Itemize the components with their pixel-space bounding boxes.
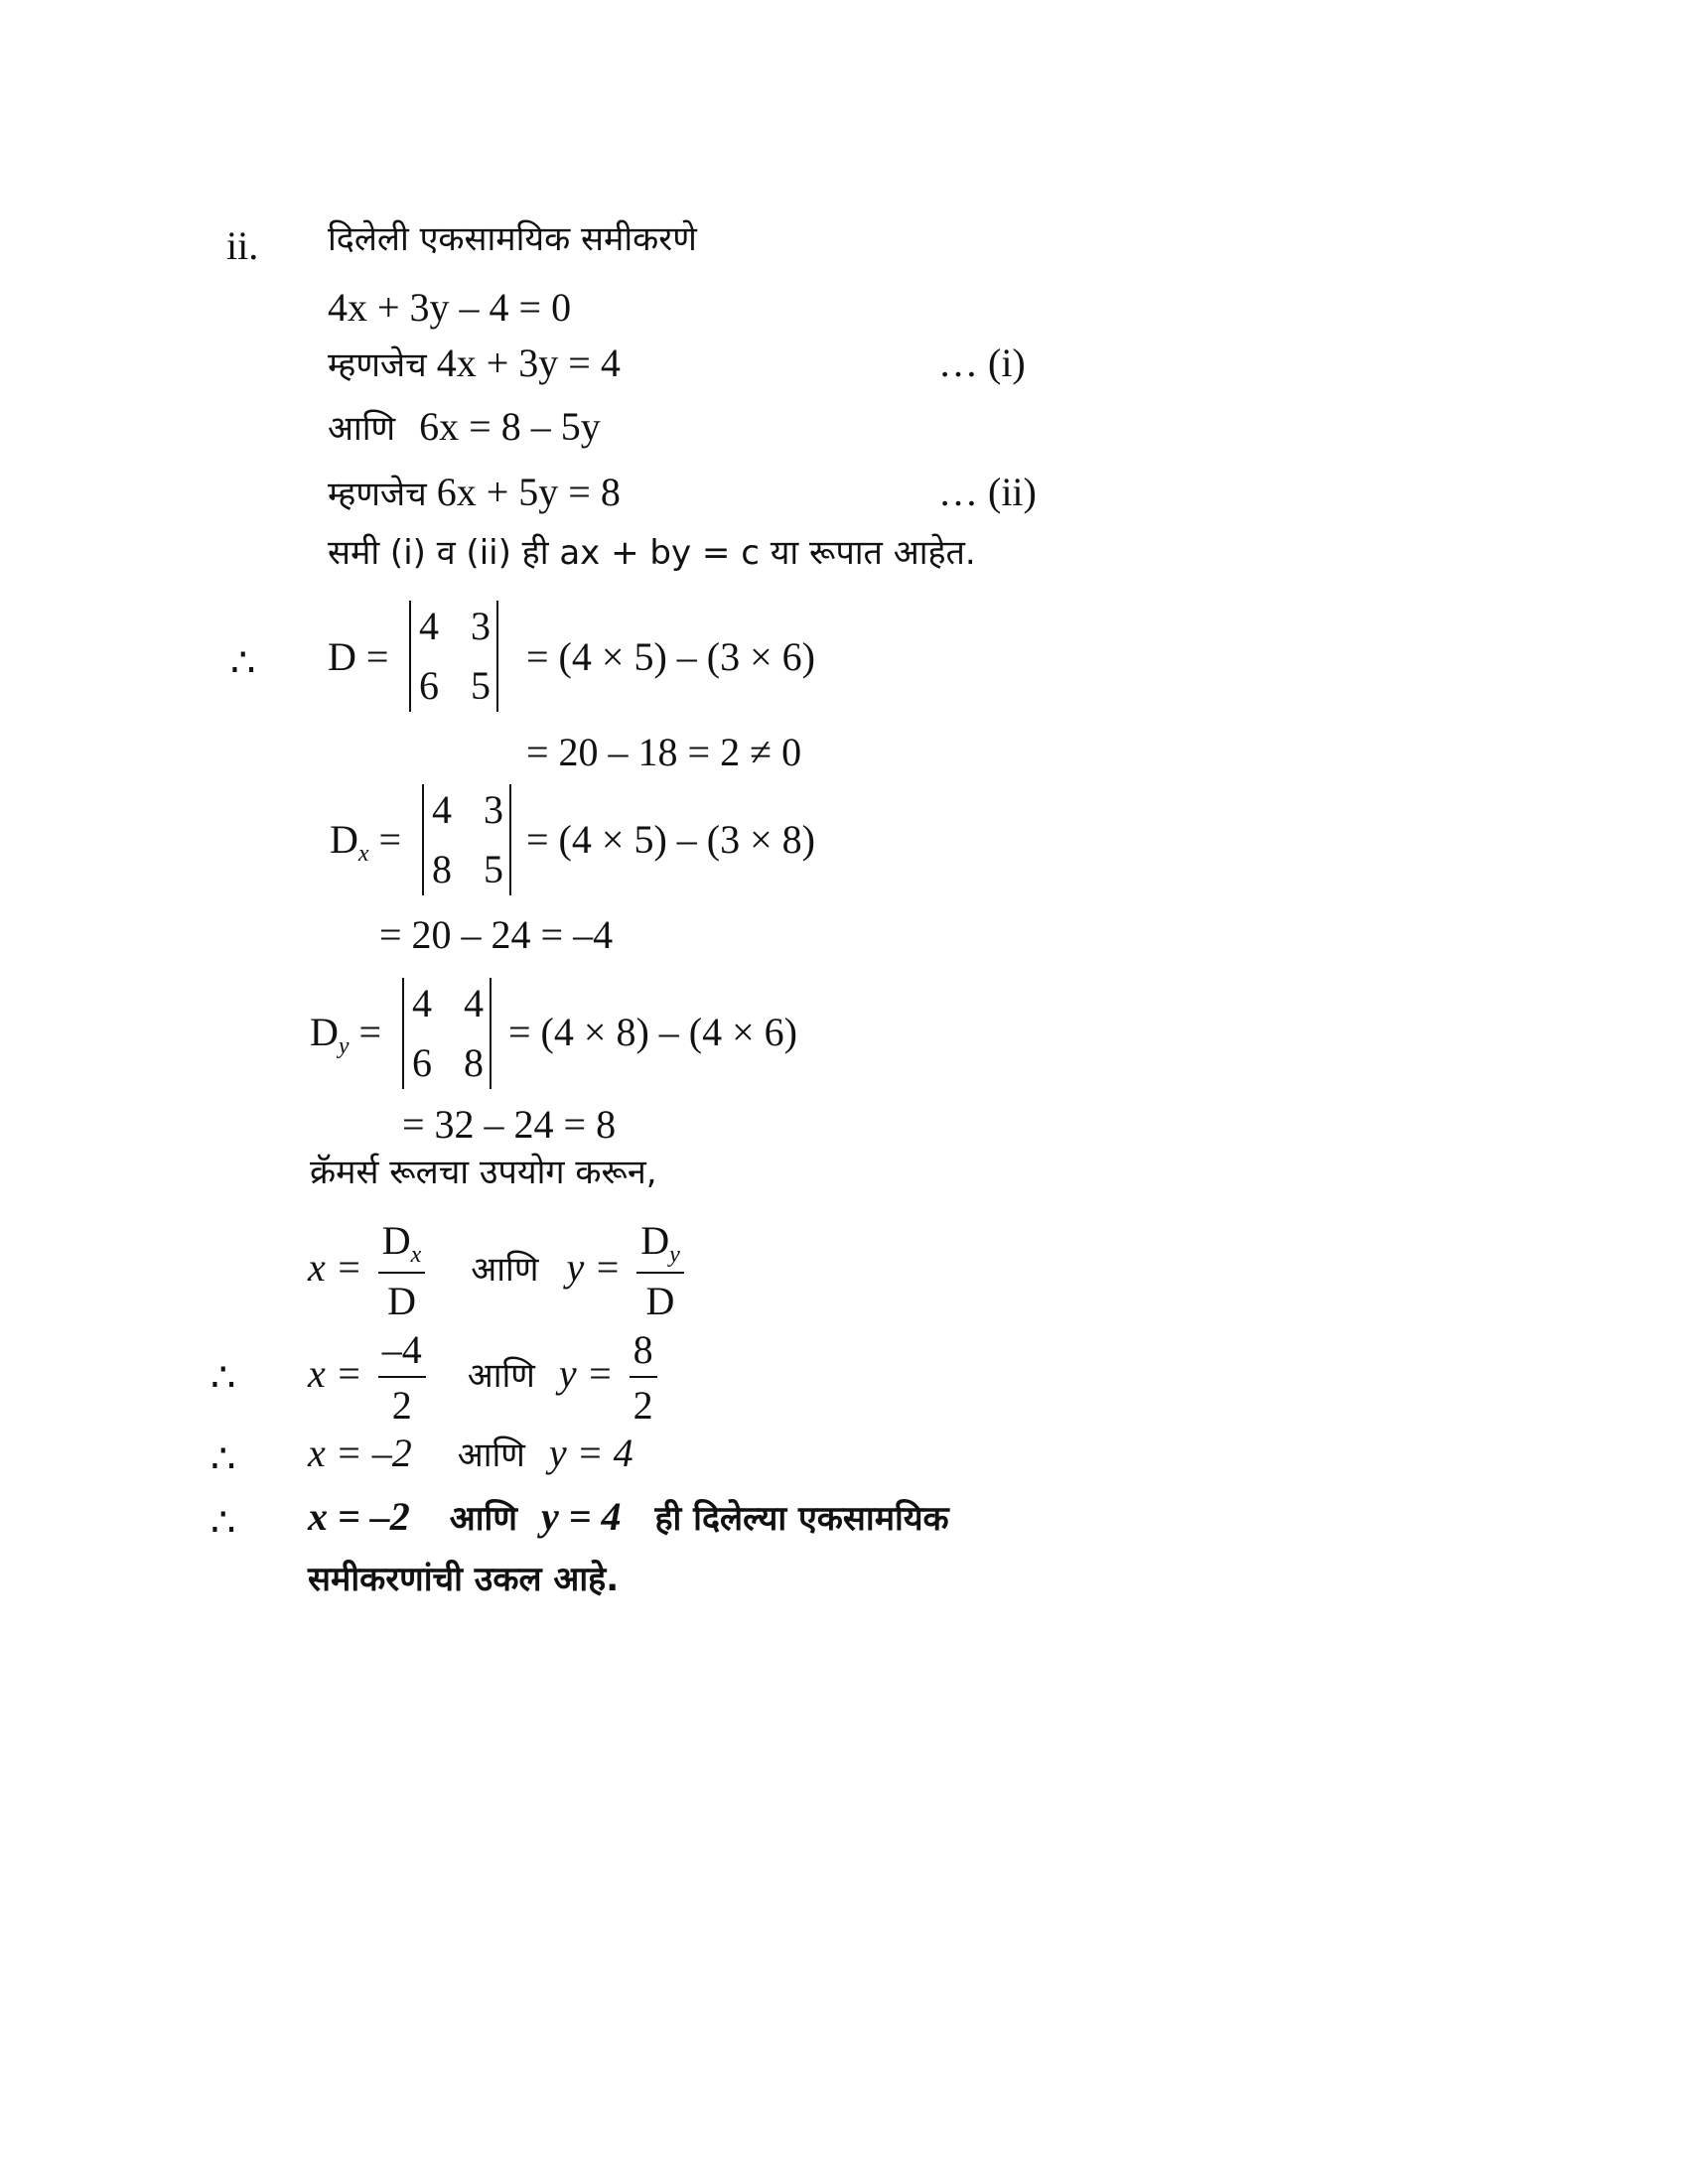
equation-2 bbox=[328, 470, 621, 514]
y-lhs: y = bbox=[566, 1244, 622, 1290]
cramer-formula bbox=[308, 1219, 690, 1323]
fraction-numerator: $D_x$ bbox=[378, 1219, 426, 1274]
x-lhs: x = bbox=[308, 1351, 362, 1397]
conclusion-text: ही दिलेल्या एकसामयिक bbox=[654, 1499, 949, 1539]
mhanjech-label: म्हणजेच bbox=[328, 475, 427, 514]
det-dx-result: = 20 – 24 = –4 bbox=[379, 912, 614, 957]
x-value: x = –2 bbox=[308, 1431, 412, 1475]
equation-original bbox=[328, 285, 572, 330]
matrix-cell: 4 bbox=[412, 981, 432, 1025]
matrix-cell: 6 bbox=[419, 663, 439, 708]
equation-1-tag: … (i) bbox=[938, 341, 1026, 385]
fraction-denominator: D bbox=[645, 1279, 675, 1324]
fraction-numerator: $D_y$ bbox=[636, 1219, 684, 1274]
mhanjech-label: म्हणजेच bbox=[328, 345, 427, 385]
conclusion-line-1 bbox=[308, 1494, 949, 1539]
equation-2-raw bbox=[328, 404, 601, 449]
ani-label: आणि bbox=[457, 1435, 525, 1475]
equation-text: 6x + 5y = 8 bbox=[436, 470, 621, 514]
fraction-numerator: 8 bbox=[630, 1328, 657, 1378]
x-value: x = –2 bbox=[308, 1494, 410, 1539]
equals-sign: = bbox=[358, 1010, 382, 1054]
equation-1 bbox=[328, 343, 621, 383]
conclusion-line-2: समीकरणांची उकल आहे. bbox=[308, 1560, 620, 1599]
equation-2-tag: … (ii) bbox=[938, 470, 1037, 514]
matrix-cell: 4 bbox=[432, 787, 452, 832]
det-dy-matrix bbox=[402, 978, 492, 1089]
x-lhs: x = bbox=[308, 1244, 362, 1290]
det-d-matrix bbox=[409, 601, 498, 712]
matrix-cell: 5 bbox=[484, 847, 503, 891]
x-fraction bbox=[378, 1219, 426, 1323]
det-dx-label bbox=[330, 817, 402, 867]
solution-line bbox=[308, 1433, 633, 1473]
y-fraction bbox=[636, 1219, 684, 1323]
det-dx-matrix bbox=[422, 784, 511, 895]
x-fraction bbox=[378, 1328, 426, 1428]
det-dy-result: = 32 – 24 = 8 bbox=[402, 1102, 617, 1147]
matrix-cell: 5 bbox=[471, 663, 491, 708]
matrix-cell: 4 bbox=[419, 604, 439, 648]
ani-label: आणि bbox=[471, 1249, 539, 1290]
substitution-line bbox=[308, 1328, 663, 1428]
fraction-denominator: D bbox=[387, 1279, 416, 1324]
matrix-cell: 8 bbox=[464, 1040, 484, 1085]
therefore-symbol: ∴ bbox=[211, 1500, 236, 1545]
det-d-expansion: = (4 × 5) – (3 × 6) bbox=[526, 634, 815, 679]
equals-sign: = bbox=[378, 817, 402, 862]
det-d-result: = 20 – 18 = 2 ≠ 0 bbox=[526, 730, 802, 774]
det-d-label: D = bbox=[328, 634, 389, 679]
form-note: समी (i) व (ii) ही ax + by = c या रूपात आहेत. bbox=[328, 533, 976, 573]
matrix-cell: 8 bbox=[432, 847, 452, 891]
y-fraction bbox=[630, 1328, 657, 1428]
fraction-denominator: 2 bbox=[633, 1383, 653, 1428]
y-value: y = 4 bbox=[548, 1431, 633, 1475]
therefore-symbol: ∴ bbox=[230, 640, 256, 685]
y-value: y = 4 bbox=[540, 1494, 622, 1539]
item-number: ii. bbox=[226, 223, 259, 268]
matrix-cell: 3 bbox=[471, 604, 491, 648]
fraction-denominator: 2 bbox=[391, 1383, 412, 1428]
ani-label: आणि bbox=[449, 1499, 517, 1539]
det-dy-label bbox=[310, 1010, 382, 1059]
det-subscript: x bbox=[357, 841, 369, 867]
matrix-cell: 6 bbox=[412, 1040, 432, 1085]
therefore-symbol: ∴ bbox=[211, 1436, 236, 1481]
det-symbol: D bbox=[330, 817, 358, 862]
fraction-numerator: –4 bbox=[378, 1328, 426, 1378]
det-symbol: D bbox=[310, 1010, 339, 1054]
det-dx-expansion: = (4 × 5) – (3 × 8) bbox=[526, 817, 815, 862]
ani-label: आणि bbox=[328, 409, 396, 449]
y-lhs: y = bbox=[558, 1351, 614, 1397]
matrix-cell: 4 bbox=[464, 981, 484, 1025]
section-heading: दिलेली एकसामयिक समीकरणे bbox=[328, 219, 697, 259]
cramer-intro: क्रॅमर्स रूलचा उपयोग करून, bbox=[310, 1153, 657, 1192]
equation-text: 6x = 8 – 5y bbox=[419, 404, 601, 449]
det-dy-expansion: = (4 × 8) – (4 × 6) bbox=[508, 1010, 797, 1054]
matrix-cell: 3 bbox=[484, 787, 503, 832]
equation-text: 4x + 3y = 4 bbox=[436, 341, 621, 385]
det-subscript: y bbox=[338, 1033, 350, 1059]
equation-text: 4x + 3y – 4 = 0 bbox=[328, 285, 572, 330]
ani-label: आणि bbox=[467, 1356, 535, 1397]
therefore-symbol: ∴ bbox=[211, 1355, 236, 1400]
